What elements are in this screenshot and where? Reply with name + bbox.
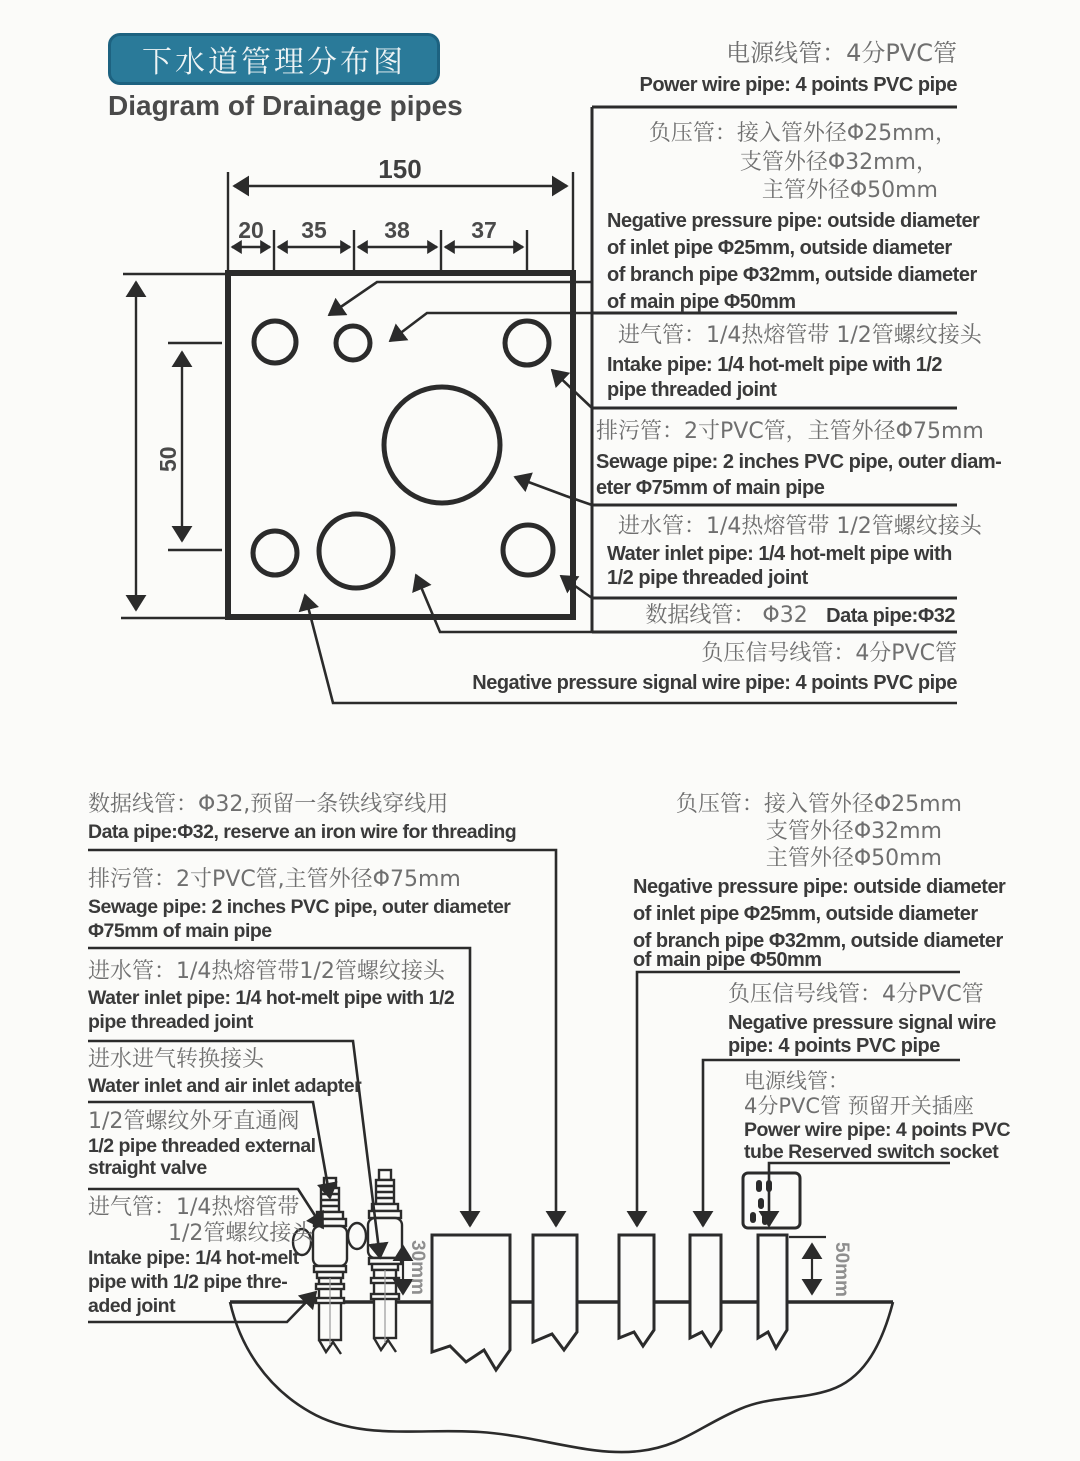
page-title-box <box>108 33 440 85</box>
page-subtitle: Diagram of Drainage pipes <box>108 90 463 121</box>
hole-power <box>254 321 296 363</box>
br-negp-zh3: 主管外径Φ50mm <box>765 846 942 871</box>
br-negsig-en2: pipe: 4 points PVC pipe <box>728 1035 940 1057</box>
pipe-stub-3 <box>619 1235 654 1346</box>
dim-50-label: 50 <box>155 446 181 472</box>
hole-negative-pressure <box>336 326 370 360</box>
ann-negp-zh1: 负压管：接入管外径Φ25mm， <box>648 121 957 146</box>
dim-37-label: 37 <box>471 217 497 243</box>
ann-negp-en1: Negative pressure pipe: outside diameter <box>607 210 980 232</box>
bl-adapter-en: Water inlet and air inlet adapter <box>88 1075 362 1097</box>
bl-sewage-en2: Φ75mm of main pipe <box>88 920 272 942</box>
ann-negp-zh3: 主管外径Φ50mm <box>761 178 938 203</box>
leader-sewage-hole <box>515 477 592 505</box>
dim-35-label: 35 <box>301 217 327 243</box>
bl-intake-en1: Intake pipe: 1/4 hot-melt <box>88 1247 299 1269</box>
ann-negsig-zh: 负压信号线管：4分PVC管 <box>701 641 957 666</box>
bl-water-zh: 进水管：1/4热熔管带1/2管螺纹接头 <box>88 959 445 984</box>
bl-data-en: Data pipe:Φ32, reserve an iron wire for threading <box>88 821 517 843</box>
ann-negp-zh2: 支管外径Φ32mm， <box>739 150 938 175</box>
ann-water-zh: 进水管：1/4热熔管带 1/2管螺纹接头 <box>618 514 982 539</box>
ann-negp-en2: of inlet pipe Φ25mm, outside diameter <box>607 237 952 259</box>
plate-diagram <box>228 273 573 617</box>
valve-knob-2 <box>348 1223 366 1249</box>
leader-data-hole <box>416 575 592 632</box>
br-power-zh1: 电源线管： <box>744 1069 849 1093</box>
dim-50mm-label: 50mm <box>831 1242 852 1297</box>
valve-assembly-1 <box>293 1178 347 1354</box>
br-negsig-zh: 负压信号线管：4分PVC管 <box>728 982 984 1007</box>
hole-negative-signal <box>253 531 297 575</box>
pipe-stub-4 <box>690 1235 721 1346</box>
bl-adapter-zh: 进水进气转换接头 <box>88 1047 265 1072</box>
dim-30mm-label: 30mm <box>407 1240 428 1295</box>
switch-socket <box>743 1173 800 1228</box>
bl-valve-zh: 1/2管螺纹外牙直通阀 <box>88 1109 300 1134</box>
ann-sewage-zh: 排污管：2寸PVC管，主管外径Φ75mm <box>596 419 984 444</box>
hole-intake <box>505 321 549 365</box>
br-negp-en3: of branch pipe Φ32mm, outside diameter <box>633 930 1003 952</box>
ann-data-row <box>645 604 955 628</box>
ann-intake-zh: 进气管：1/4热熔管带 1/2管螺纹接头 <box>618 323 982 348</box>
ann-water-en2: 1/2 pipe threaded joint <box>607 567 808 589</box>
hole-water <box>503 525 553 575</box>
pipe-stub-2 <box>533 1235 577 1350</box>
plate <box>228 273 573 617</box>
ann-negsig-en: Negative pressure signal wire pipe: 4 points PVC pipe <box>472 672 957 694</box>
bl-intake-zh2: 1/2管螺纹接头 <box>168 1221 314 1246</box>
ann-water-en1: Water inlet pipe: 1/4 hot-melt pipe with <box>607 543 952 565</box>
br-negp-en1: Negative pressure pipe: outside diameter <box>633 876 1006 898</box>
ann-power-zh: 电源线管：4分PVC管 <box>726 39 957 67</box>
bl-sewage-zh: 排污管：2寸PVC管,主管外径Φ75mm <box>88 867 461 892</box>
dim-150-label: 150 <box>378 154 422 184</box>
valve-body-2 <box>368 1218 402 1258</box>
leader-power-hole <box>329 107 592 315</box>
valve-body-1 <box>313 1226 347 1266</box>
page-title: 下水道管理分布图 <box>142 45 406 80</box>
ann-sewage-en2: eter Φ75mm of main pipe <box>596 477 825 499</box>
bl-water-en1: Water inlet pipe: 1/4 hot-melt pipe with 1/2 <box>88 987 455 1009</box>
bl-valve-en2: straight valve <box>88 1157 207 1179</box>
bl-water-en2: pipe threaded joint <box>88 1011 253 1033</box>
br-power-zh2: 4分PVC管 预留开关插座 <box>744 1094 974 1118</box>
bl-data-zh: 数据线管：Φ32,预留一条铁线穿线用 <box>88 792 449 817</box>
ann-data-zh: 数据线管： Φ32 <box>645 603 808 628</box>
leader-water-hole <box>561 576 592 598</box>
pipe-stub-5 <box>758 1235 787 1348</box>
br-negp-en2: of inlet pipe Φ25mm, outside diameter <box>633 903 978 925</box>
ann-negp-en3: of branch pipe Φ32mm, outside diameter <box>607 264 977 286</box>
bl-intake-en2: pipe with 1/2 pipe thre- <box>88 1271 288 1293</box>
hole-sewage <box>384 387 500 503</box>
valve-assembly-2 <box>348 1170 402 1352</box>
ann-sewage-en1: Sewage pipe: 2 inches PVC pipe, outer diam- <box>596 451 1002 473</box>
ann-intake-en2: pipe threaded joint <box>607 379 777 401</box>
br-negp-zh2: 支管外径Φ32mm <box>765 819 942 844</box>
bl-intake-zh1: 进气管：1/4热熔管带 <box>88 1195 300 1220</box>
br-negp-zh1: 负压管：接入管外径Φ25mm <box>675 792 962 817</box>
ann-power-en: Power wire pipe: 4 points PVC pipe <box>639 74 957 96</box>
hole-data <box>319 514 393 588</box>
bl-sewage-en1: Sewage pipe: 2 inches PVC pipe, outer diameter <box>88 896 511 918</box>
ann-negp-en4: of main pipe Φ50mm <box>607 291 796 313</box>
ann-intake-en1: Intake pipe: 1/4 hot-melt pipe with 1/2 <box>607 354 943 376</box>
bl-valve-en1: 1/2 pipe threaded external <box>88 1135 316 1157</box>
bl-intake-en3: aded joint <box>88 1295 176 1317</box>
leader-negp-hole <box>390 313 592 341</box>
pipe-stub-1 <box>432 1235 510 1370</box>
br-negsig-en1: Negative pressure signal wire <box>728 1012 996 1034</box>
dim-38-label: 38 <box>384 217 410 243</box>
ann-data-en: Data pipe:Φ32 <box>826 605 955 627</box>
br-power-en1: Power wire pipe: 4 points PVC <box>744 1119 1011 1141</box>
dim-20-label: 20 <box>238 217 264 243</box>
br-power-en2: tube Reserved switch socket <box>744 1141 999 1163</box>
br-negp-en4: of main pipe Φ50mm <box>633 949 822 971</box>
